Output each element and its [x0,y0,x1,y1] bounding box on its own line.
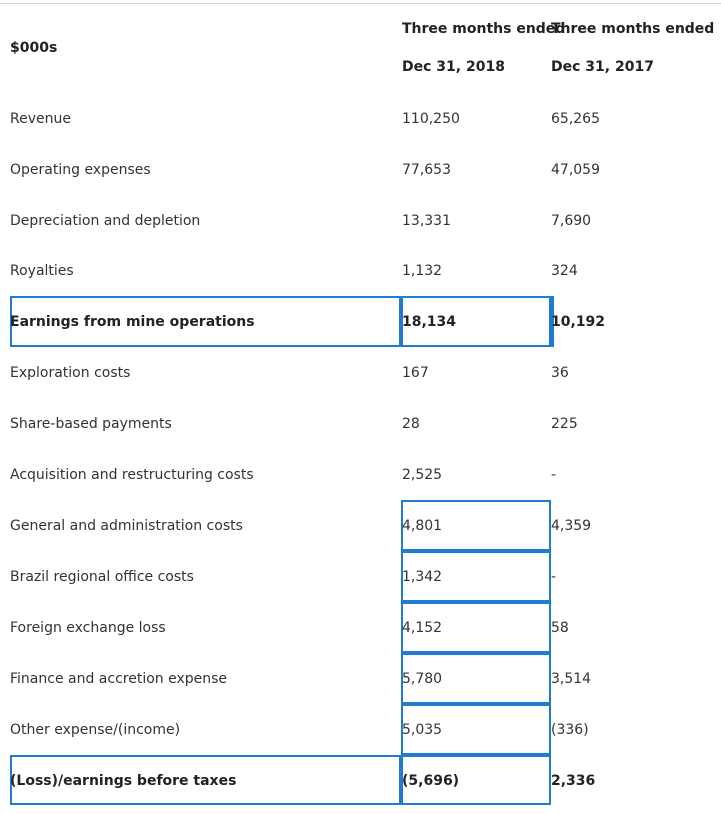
brazil-office-2017: - [551,569,557,585]
other-expense-2018: 5,035 [402,722,443,738]
col2-date: Dec 31, 2017 [551,59,654,75]
row-label-general-admin: General and administration costs [10,518,243,534]
col1-title: Three months ended [402,21,566,37]
other-expense-2017: (336) [551,722,589,738]
royalties-2018: 1,132 [402,263,443,279]
earnings-mine-2018: 18,134 [402,314,457,330]
row-label-fx-loss: Foreign exchange loss [10,620,166,636]
row-label-other-expense: Other expense/(income) [10,722,181,738]
operating-expenses-2017: 47,059 [551,162,600,178]
row-label-ebt: (Loss)/earnings before taxes [10,773,237,789]
row-label-depreciation: Depreciation and depletion [10,213,201,229]
exploration-2018: 167 [402,365,429,381]
revenue-2017: 65,265 [551,111,600,127]
operating-expenses-2018: 77,653 [402,162,451,178]
fx-loss-2017: 58 [551,620,569,636]
row-label-finance-accretion: Finance and accretion expense [10,671,228,687]
fx-loss-2018: 4,152 [402,620,443,636]
row-label-revenue: Revenue [10,111,71,127]
share-based-2017: 225 [551,416,578,432]
row-label-earnings-mine: Earnings from mine operations [10,314,255,330]
share-based-2018: 28 [402,416,420,432]
row-label-operating-expenses: Operating expenses [10,162,151,178]
earnings-mine-2017: 10,192 [551,314,606,330]
general-admin-2017: 4,359 [551,518,592,534]
depreciation-2018: 13,331 [402,213,451,229]
row-label-share-based: Share-based payments [10,416,172,432]
row-label-exploration: Exploration costs [10,365,131,381]
row-label-royalties: Royalties [10,263,74,279]
finance-accretion-2017: 3,514 [551,671,592,687]
exploration-2017: 36 [551,365,569,381]
col2-title: Three months ended [551,21,715,37]
unit-label: $000s [10,40,58,56]
general-admin-2018: 4,801 [402,518,443,534]
col1-date: Dec 31, 2018 [402,59,505,75]
ebt-2018: (5,696) [402,773,460,789]
revenue-2018: 110,250 [402,111,460,127]
row-label-acquisition: Acquisition and restructuring costs [10,467,254,483]
depreciation-2017: 7,690 [551,213,592,229]
finance-accretion-2018: 5,780 [402,671,443,687]
brazil-office-2018: 1,342 [402,569,443,585]
acquisition-2017: - [551,467,557,483]
ebt-2017: 2,336 [551,773,596,789]
royalties-2017: 324 [551,263,578,279]
acquisition-2018: 2,525 [402,467,443,483]
top-divider [0,3,721,4]
row-label-brazil-office: Brazil regional office costs [10,569,194,585]
